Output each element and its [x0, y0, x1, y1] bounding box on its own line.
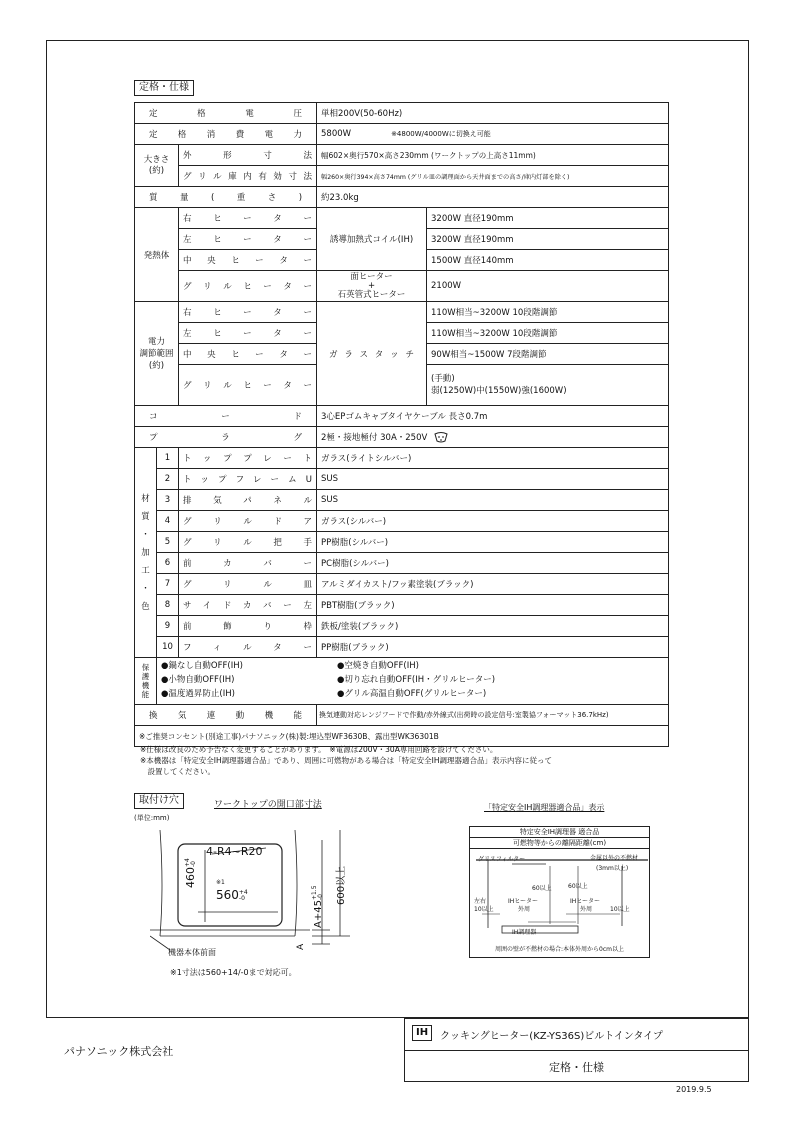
note-line: 設置してください。	[140, 767, 215, 776]
safety-title: 「特定安全IH調理器適合品」表示	[484, 803, 605, 812]
row-material	[135, 448, 669, 469]
sheet-title: 定格・仕様	[549, 1061, 604, 1074]
power-value	[317, 124, 669, 145]
material-value: SUS	[317, 469, 669, 490]
material-no: 10	[157, 637, 179, 658]
material-value: PP樹脂(ブラック)	[317, 637, 669, 658]
protection-item: ●切り忘れ自動OFF(IH・グリルヒーター)	[337, 675, 496, 685]
note-line: ※本機器は「特定安全IH調理器適合品」であり、周囲に可燃物がある場合は「特定安全IH調理器適合品」表示内容に従って	[140, 756, 552, 765]
safety-h60: 60以上	[568, 883, 588, 890]
section-title: 定格・仕様	[134, 80, 194, 96]
safety-ih-2c: 10以上	[610, 906, 630, 913]
heat-group: 発熱体	[135, 208, 179, 302]
row-power	[135, 124, 669, 145]
material-no: 8	[157, 595, 179, 616]
note-line: ※仕様は改良のため予告なく変更することがあります。 ※電源は200V・30A専用回路を設けてください。	[140, 745, 498, 754]
material-name: グリル皿	[179, 574, 317, 595]
install-title: 取付け穴	[134, 793, 184, 809]
range-grill-mode: (手動)	[431, 374, 455, 384]
range-name: 右ヒーター	[179, 302, 317, 323]
material-group: 材 質 ・ 加 工 ・ 色	[135, 448, 157, 658]
grill-type-plus: +	[367, 280, 376, 291]
range-value: 90W相当~1500W 7段階調節	[427, 344, 669, 365]
row-plug	[135, 427, 669, 448]
row-material	[135, 595, 669, 616]
power-label: 定格消費電力	[135, 124, 317, 145]
spec-table	[134, 102, 669, 747]
material-value: SUS	[317, 490, 669, 511]
range-value: 110W相当~3200W 10段階調節	[427, 323, 669, 344]
heat-value: 2100W	[427, 271, 669, 302]
safety-side-1: 左右	[474, 898, 487, 905]
row-material	[135, 490, 669, 511]
install-footnote: ※1寸法は560+14/-0まで対応可。	[170, 968, 297, 977]
safety-h60: 60以上	[532, 885, 552, 892]
protection-item: ●グリル高温自動OFF(グリルヒーター)	[337, 689, 487, 699]
heat-value: 3200W 直径190mm	[427, 208, 669, 229]
range-group-1: 電力	[147, 336, 165, 347]
company-name: パナソニック株式会社	[64, 1045, 174, 1058]
install-subtitle: ワークトップの開口部寸法	[214, 800, 322, 810]
install-a-label: A	[296, 943, 306, 950]
material-no: 3	[157, 490, 179, 511]
material-value: ガラス(シルバー)	[317, 511, 669, 532]
row-material	[135, 532, 669, 553]
range-name: グリルヒーター	[179, 365, 317, 406]
title-divider	[404, 1050, 749, 1051]
material-name: サイドカバー左	[179, 595, 317, 616]
heat-name: グリルヒーター	[179, 271, 317, 302]
safety-box-title: 特定安全IH調理器 適合品	[469, 827, 650, 838]
material-value: 鉄板/塗装(ブラック)	[317, 616, 669, 637]
safety-ih-1b: 外周	[518, 906, 531, 913]
heat-name: 左ヒーター	[179, 229, 317, 250]
safety-side-2: 10以上	[474, 906, 494, 913]
material-no: 2	[157, 469, 179, 490]
cord-label: コード	[135, 406, 317, 427]
row-material	[135, 469, 669, 490]
plug-value	[317, 427, 669, 448]
row-cord	[135, 406, 669, 427]
power-watts: 5800W	[321, 129, 352, 139]
material-no: 5	[157, 532, 179, 553]
row-outer	[135, 145, 669, 166]
range-name: 中央ヒーター	[179, 344, 317, 365]
row-material	[135, 574, 669, 595]
install-unit: (単位:mm)	[134, 814, 170, 822]
material-name: トッププレート	[179, 448, 317, 469]
protection-item: ●鍋なし自動OFF(IH)	[161, 661, 243, 671]
range-group-3: (約)	[148, 360, 165, 371]
install-front-label: 機器本体前面	[168, 948, 216, 957]
row-range-right	[135, 302, 669, 323]
row-material	[135, 511, 669, 532]
outlet-note: ※ご推奨コンセント(別途工事)パナソニック(株)製:埋込型WF3630B、露出型WK36301B	[135, 726, 669, 747]
voltage-value: 単相200V(50-60Hz)	[317, 103, 669, 124]
safety-metal-2: (3mm以上)	[596, 865, 629, 872]
grill-heater-type	[317, 271, 427, 302]
material-value: PP樹脂(シルバー)	[317, 532, 669, 553]
protection-item: ●温度過昇防止(IH)	[161, 689, 235, 699]
install-radius: 4-R4~R20	[206, 845, 263, 858]
vent-label: 換気連動機能	[135, 705, 317, 726]
material-name: 前カバー	[179, 553, 317, 574]
range-grill-levels: 弱(1250W)中(1550W)強(1600W)	[431, 386, 567, 396]
vent-value: 換気連動対応レンジフードで作動/赤外線式(出荷時の設定信号:室製協フォーマット36.7kHz)	[317, 705, 669, 726]
range-value: 110W相当~3200W 10段階調節	[427, 302, 669, 323]
row-vent	[135, 705, 669, 726]
protection-list	[157, 658, 669, 705]
product-title: クッキングヒーター(KZ-YS36S)ビルトインタイプ	[440, 1031, 663, 1042]
install-depth: 460+4 -0	[184, 858, 197, 888]
material-no: 6	[157, 553, 179, 574]
row-material	[135, 637, 669, 658]
plug-label: プラグ	[135, 427, 317, 448]
protection-group: 保 護 機 能	[135, 658, 157, 705]
safety-metal-1: 金属以外の不燃材	[590, 855, 639, 862]
range-control: ガラスタッチ	[317, 302, 427, 406]
material-value: アルミダイカスト/フッ素塗装(ブラック)	[317, 574, 669, 595]
material-no: 7	[157, 574, 179, 595]
install-600: 600以上	[336, 865, 347, 905]
install-a-dim: A+45+1.5 -0	[311, 885, 324, 928]
material-name: フィルター	[179, 637, 317, 658]
material-no: 9	[157, 616, 179, 637]
outer-label: 外形寸法	[179, 145, 317, 166]
heat-value: 1500W 直径140mm	[427, 250, 669, 271]
row-protection	[135, 658, 669, 705]
material-no: 4	[157, 511, 179, 532]
material-name: グリルドア	[179, 511, 317, 532]
heat-name: 右ヒーター	[179, 208, 317, 229]
row-weight	[135, 187, 669, 208]
heat-coil: 誘導加熱式コイル(IH)	[317, 208, 427, 271]
grill-dim-label: グリル庫内有効寸法	[179, 166, 317, 187]
row-grill-dim	[135, 166, 669, 187]
row-heat-grill	[135, 271, 669, 302]
safety-grease: グリスフィルター	[478, 856, 526, 863]
row-material	[135, 553, 669, 574]
heat-value: 3200W 直径190mm	[427, 229, 669, 250]
safety-box-sub: 可燃物等からの離隔距離(cm)	[469, 838, 650, 849]
safety-ih-body: IH調理器	[512, 929, 537, 936]
weight-label: 質量(重さ)	[135, 187, 317, 208]
material-no: 1	[157, 448, 179, 469]
range-group	[135, 302, 179, 406]
material-name: 排気パネル	[179, 490, 317, 511]
safety-ih-2b: 外周	[580, 906, 593, 913]
row-voltage	[135, 103, 669, 124]
install-width-mark: ※1	[216, 879, 225, 886]
grill-type-1: 面ヒーター	[350, 271, 393, 282]
grill-dim-value: 幅260×奥行394×高さ74mm (グリル皿の調理面から天井面までの高さ/庫内灯部を除く)	[317, 166, 669, 187]
doc-date: 2019.9.5	[676, 1085, 712, 1094]
row-heat-right	[135, 208, 669, 229]
material-name: 前飾り枠	[179, 616, 317, 637]
material-value: PBT樹脂(ブラック)	[317, 595, 669, 616]
plug-symbol-icon	[434, 431, 448, 443]
material-name: グリル把手	[179, 532, 317, 553]
range-grill-value	[427, 365, 669, 406]
material-name: トップフレームU	[179, 469, 317, 490]
outer-value: 幅602×奥行570×高さ230mm (ワークトップの上高さ11mm)	[317, 145, 669, 166]
grill-type-2: 石英管式ヒーター	[337, 289, 406, 300]
range-group-2: 調節範囲	[139, 348, 174, 359]
install-width: 560+4 -0	[216, 888, 248, 902]
material-value: PC樹脂(シルバー)	[317, 553, 669, 574]
notes	[140, 744, 552, 777]
cord-value: 3心EPゴムキャブタイヤケーブル 長さ0.7m	[317, 406, 669, 427]
size-label: 大きさ(約)	[135, 145, 179, 187]
protection-item: ●空焼き自動OFF(IH)	[337, 661, 419, 671]
safety-bottom: 周囲の壁が不燃材の場合:本体外周から0cm以上	[495, 946, 624, 953]
weight-value: 約23.0kg	[317, 187, 669, 208]
row-material	[135, 616, 669, 637]
ih-badge: IH	[412, 1025, 432, 1041]
power-note: ※4800W/4000Wに切換え可能	[391, 130, 491, 138]
safety-ih-1: IHヒーター	[508, 898, 539, 905]
protection-item: ●小物自動OFF(IH)	[161, 675, 235, 685]
material-value: ガラス(ライトシルバー)	[317, 448, 669, 469]
range-name: 左ヒーター	[179, 323, 317, 344]
voltage-label: 定格電圧	[135, 103, 317, 124]
safety-ih-2: IHヒーター	[570, 898, 601, 905]
plug-spec: 2極・接地極付 30A・250V	[321, 432, 428, 443]
heat-name: 中央ヒーター	[179, 250, 317, 271]
